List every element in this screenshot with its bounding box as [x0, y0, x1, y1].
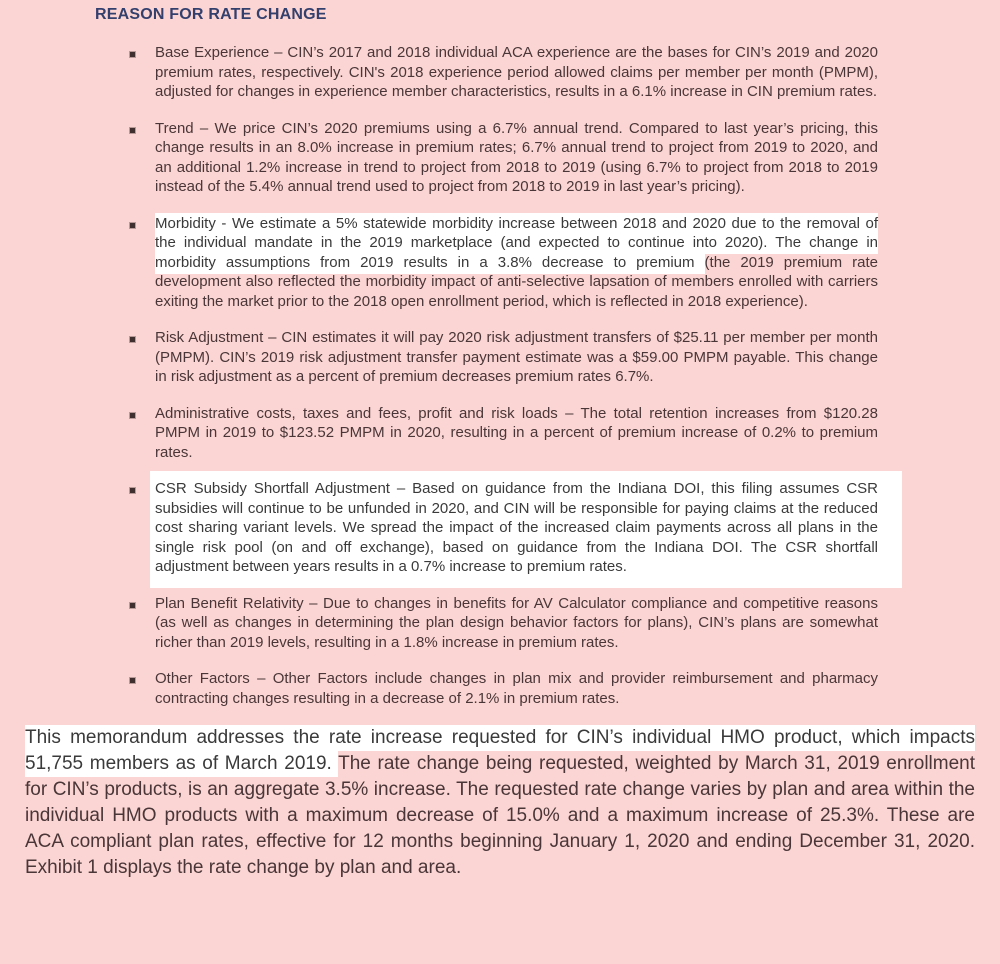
list-item — [130, 43, 878, 102]
square-bullet-icon — [130, 223, 135, 228]
body-text: Trend – We price CIN’s 2020 premiums using a 6.7% annual trend. Compared to last year’s pricing, this change results in an 8.0% increase in premium rates; 6.7% annual trend to project from 2019 to 2020, and an additional 1.2% increase in trend to project from 2018 to 2019 (using 6.7% to project from 2018 to 2019 instead of the 5.4% annual trend used to project from 2018 to 2019 in last year’s pricing). — [155, 119, 878, 195]
body-text: The rate change being requested, weighted by March 31, 2019 enrollment for CIN’s products, is an aggregate 3.5% increase. The requested rate change varies by plan and area within the individual HMO products with a maximum decrease of 15.0% and a maximum increase of 25.3%. These are ACA compliant plan rates, effective for 12 months beginning January 1, 2020 and ending December 31, 2020. Exhibit 1 displays the rate change by plan and area. — [25, 753, 975, 878]
bullet-marker-column — [130, 669, 155, 708]
bullet-text-block-highlighted — [150, 471, 902, 588]
body-text: Other Factors – Other Factors include changes in plan mix and provider reimbursement and pharmacy contracting changes resulting in a decrease of 2.1% in premium rates. — [155, 670, 878, 707]
bullet-marker-column — [130, 43, 155, 102]
list-item — [130, 479, 878, 577]
body-text: (the 2019 premium rate development also reflected the morbidity impact of anti-selective lapsation of members enrolled with carriers exiting the market prior to the 2018 open enrollment period, which is reflected in 2018 experience). — [155, 253, 878, 310]
bullet-marker-column — [130, 594, 155, 653]
body-text: Base Experience – CIN’s 2017 and 2018 individual ACA experience are the bases for CIN’s 2019 and 2020 premium rates, respectively. CIN's 2018 experience period allowed claims per member per month (PMPM), adjusted for changes in experience member characteristics, results in a 6.1% increase in CIN premium rates. — [155, 44, 878, 100]
list-item — [130, 119, 878, 197]
bullet-marker-column — [130, 119, 155, 197]
bullet-text — [155, 669, 878, 708]
square-bullet-icon — [130, 52, 135, 57]
square-bullet-icon — [130, 128, 135, 133]
bullet-marker-column — [130, 404, 155, 463]
square-bullet-icon — [130, 678, 135, 683]
closing-paragraph — [25, 725, 975, 881]
highlighted-text: This memorandum addresses the rate increase requested for CIN’s individual HMO product, which impacts 51,755 members as of March 2019. — [25, 725, 975, 777]
square-bullet-icon — [130, 488, 135, 493]
square-bullet-icon — [130, 413, 135, 418]
bullet-text — [155, 404, 878, 463]
body-text: Administrative costs, taxes and fees, profit and risk loads – The total retention increases from $120.28 PMPM in 2019 to $123.52 PMPM in 2020, resulting in a percent of premium increase of 0.2% to premium rates. — [155, 404, 878, 461]
page-title: REASON FOR RATE CHANGE — [95, 6, 327, 23]
bullet-marker-column — [130, 214, 155, 312]
body-text: Plan Benefit Relativity – Due to changes in benefits for AV Calculator compliance and competitive reasons (as well as changes in determining the plan design behavior factors for plans), CIN’s plans are somewhat richer than 2019 levels, resulting in a 1.8% increase in premium rates. — [155, 594, 878, 651]
list-item — [130, 328, 878, 387]
bullet-list — [130, 43, 878, 708]
list-item — [130, 594, 878, 653]
list-item — [130, 669, 878, 708]
bullet-text — [155, 43, 878, 102]
body-text: Risk Adjustment – CIN estimates it will pay 2020 risk adjustment transfers of $25.11 per member per month (PMPM). CIN’s 2019 risk adjustment transfer payment estimate was a $59.00 PMPM payable. This change in risk adjustment as a percent of premium decreases premium rates 6.7%. — [155, 329, 878, 385]
square-bullet-icon — [130, 603, 135, 608]
bullet-marker-column — [130, 328, 155, 387]
bullet-text — [155, 328, 878, 387]
bullet-text — [155, 214, 878, 312]
bullet-text — [155, 594, 878, 653]
square-bullet-icon — [130, 337, 135, 342]
body-text: CSR Subsidy Shortfall Adjustment – Based on guidance from the Indiana DOI, this filing assumes CSR subsidies will continue to be unfunded in 2020, and CIN will be responsible for paying claims at the reduced cost sharing variant levels. We spread the impact of the increased claim payments across all plans in the single risk pool (on and off exchange), based on guidance from the Indiana DOI. The CSR shortfall adjustment between years results in a 0.7% increase to premium rates. — [155, 480, 878, 575]
list-item — [130, 214, 878, 312]
bullet-text — [155, 119, 878, 197]
highlighted-text: Morbidity - We estimate a 5% statewide morbidity increase between 2018 and 2020 due to the removal of the individual mandate in the 2019 marketplace (and expected to continue into 2020). The change in morbidity assumptions from 2019 results in a 3.8% decrease to premium — [155, 213, 878, 274]
list-item — [130, 404, 878, 463]
